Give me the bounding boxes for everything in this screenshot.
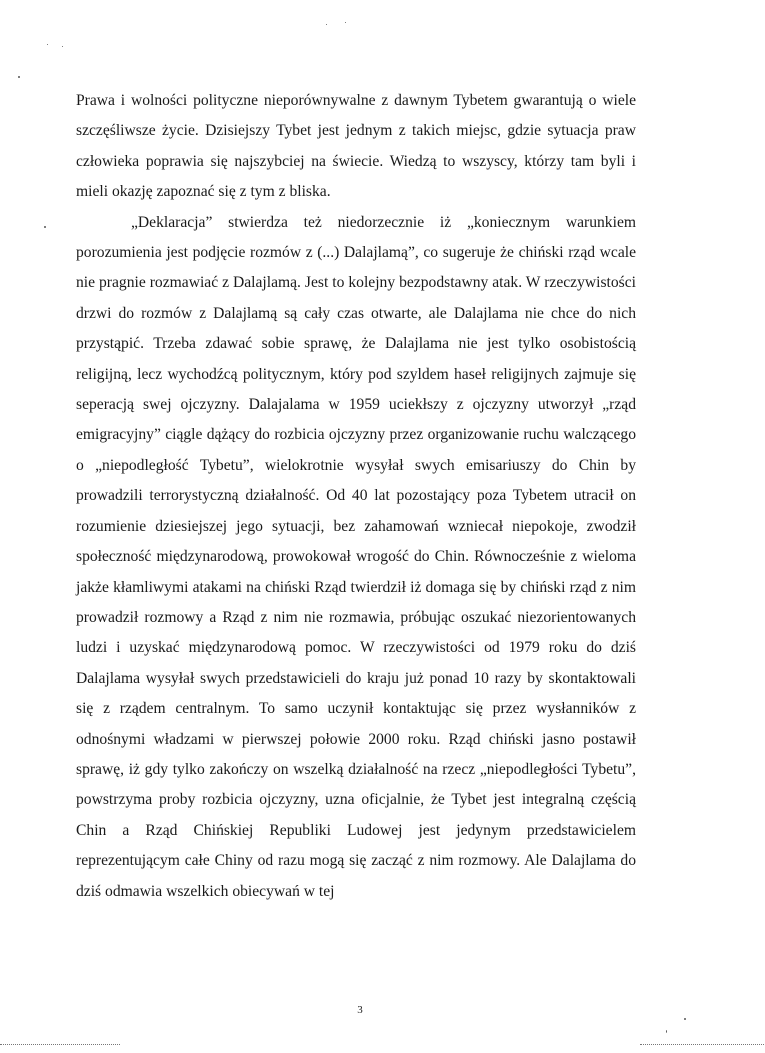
scan-speck xyxy=(44,226,46,228)
scan-edge-right xyxy=(640,1044,764,1045)
scan-speck xyxy=(62,46,63,47)
page-number: 3 xyxy=(357,1004,363,1016)
paragraph-2: „Deklaracja” stwierdza też niedorzecznie iż „koniecznym warunkiem porozumienia jest podjęcie rozmów z (...) Dalajlamą”, co sugeruje że chiński rząd wcale nie pragnie rozmawiać z Dalajlamą. Jest to kolejny bezpodstawny atak. W rzeczywistości drzwi do rozmów z Dalajlamą są cały czas otwarte, ale Dalajlama nie chce do nich przystąpić. Trzeba zdawać sobie sprawę, że Dalajlama nie jest tylko osobistością religijną, lecz wychodźcą politycznym, który pod szyldem haseł religijnych zajmuje się seperacją swej ojczyzny. Dalajalama w 1959 uciekłszy z ojczyzny utworzył „rząd emigracyjny” ciągle dążący do rozbicia ojczyzny przez organizowanie ruchu walczącego o „niepodległość Tybetu”, wielokrotnie wysyłał swych emisariuszy do Chin by prowadzili terrorystyczną działalność. Od 40 lat pozostający poza Tybetem utracił on rozumienie dziesiejszej jego sytuacji, bez zahamowań wzniecał niepokoje, zwodził społeczność międzynarodową, prowokował wrogość do Chin. Równocześnie z wieloma jakże kłamliwymi atakami na chiński Rząd twierdził iż domaga się by chiński rząd z nim prowadził rozmowy a Rząd z nim nie rozmawia, próbując oszukać niezorientowanych ludzi i uzyskać międzynarodową pomoc. W rzeczywistości od 1979 roku do dziś Dalajlama wysyłał swych przedstawicieli do kraju już ponad 10 razy by skontaktowali się z rządem centralnym. To samo uczynił kontaktując się przez wysłanników z odnośnymi władzami w pierwszej połowie 2000 roku. Rząd chiński jasno postawił sprawę, iż gdy tylko zakończy on wszelką działalność na rzecz „niepodległości Tybetu”, powstrzyma proby rozbicia ojczyzny, uzna oficjalnie, że Tybet jest integralną częścią Chin a Rząd Chińskiej Republiki Ludowej jest jedynym przedstawicielem reprezentującym całe Chiny od razu mogą się zacząć z nim rozmowy. Ale Dalajlama do dziś odmawia wszelkich obiecywań w tej xyxy=(76,213,636,900)
scan-edge-left xyxy=(0,1044,120,1045)
scan-speck xyxy=(684,1018,686,1020)
scan-speck xyxy=(18,76,20,78)
scan-speck xyxy=(345,22,346,23)
body-text xyxy=(76,86,636,907)
scan-speck xyxy=(666,1030,667,1033)
paragraph-1: Prawa i wolności polityczne nieporównywalne z dawnym Tybetem gwarantują o wiele szczęśliwsze życie. Dzisiejszy Tybet jest jednym z takich miejsc, gdzie sytuacja praw człowieka poprawia się najszybciej na świecie. Wiedzą to wszyscy, którzy tam byli i mieli okazję zapoznać się z tym z bliska. xyxy=(76,92,636,201)
scan-speck xyxy=(47,44,48,45)
scan-speck xyxy=(326,24,327,25)
